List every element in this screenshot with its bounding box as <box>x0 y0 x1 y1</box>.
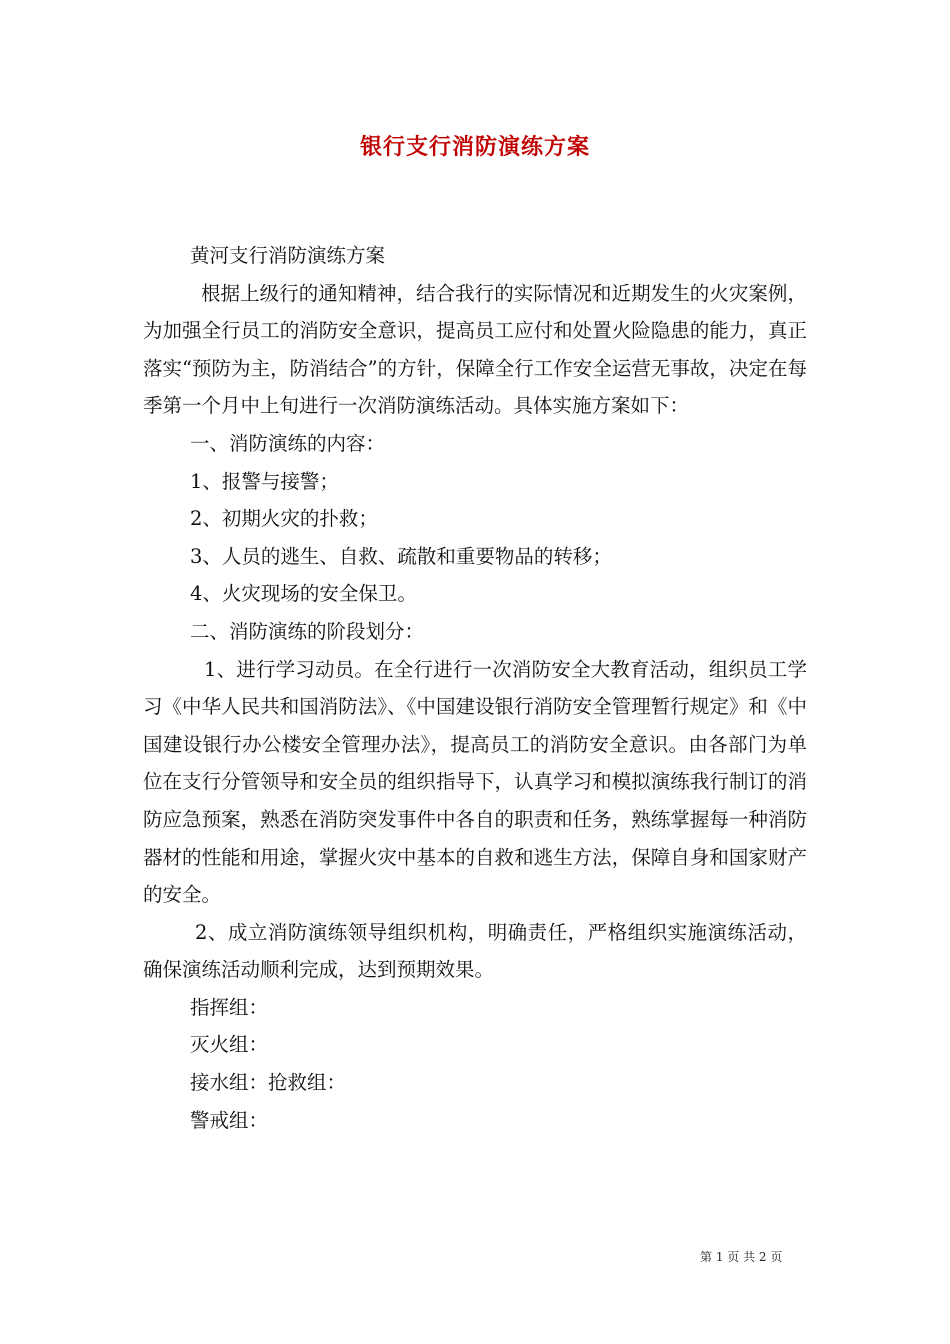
group-line: 警戒组： <box>190 1108 269 1132</box>
group-line: 指挥组： <box>190 995 269 1019</box>
list-item: 2、初期火灾的扑救； <box>190 507 378 531</box>
list-item: 3、人员的逃生、自救、疏散和重要物品的转移； <box>190 544 612 568</box>
intro-paragraph: 根据上级行的通知精神，结合我行的实际情况和近期发生的火灾案例，为加强全行员工的消防安全意识，提高员工应付和处置火险隐患的能力，真正落实“预防为主，防消结合”的方针，保障全行工作安全运营无事故，决定在每季第一个月中上旬进行一次消防演练活动。具体实施方案如下： <box>143 281 807 418</box>
section-heading-content: 一、消防演练的内容： <box>190 431 386 455</box>
group-line: 灭火组： <box>190 1033 269 1057</box>
group-line: 接水组：抢救组： <box>190 1071 347 1095</box>
phase-paragraph-2: 2、成立消防演练领导组织机构，明确责任，严格组织实施演练活动，确保演练活动顺利完成，达到预期效果。 <box>143 920 807 982</box>
document-subtitle: 黄河支行消防演练方案 <box>190 244 386 267</box>
section-heading-phases: 二、消防演练的阶段划分： <box>190 619 425 643</box>
phase-paragraph-1: 1、进行学习动员。在全行进行一次消防安全大教育活动，组织员工学习《中华人民共和国消防法》、《中国建设银行消防安全管理暂行规定》和《中国建设银行办公楼安全管理办法》，提高员工的消防安全意识。由各部门为单位在支行分管领导和安全员的组织指导下，认真学习和模拟演练我行制订的消防应急预案，熟悉在消防突发事件中各自的职责和任务，熟练掌握每一种消防器材的性能和用途，掌握火灾中基本的自救和逃生方法，保障自身和国家财产的安全。 <box>143 657 807 907</box>
document-title: 银行支行消防演练方案 <box>359 134 590 160</box>
page-number: 第 1 页 共 2 页 <box>700 1250 783 1264</box>
document-body <box>143 237 807 1139</box>
list-item: 1、报警与接警； <box>190 469 339 493</box>
list-item: 4、火灾现场的安全保卫。 <box>190 582 417 606</box>
